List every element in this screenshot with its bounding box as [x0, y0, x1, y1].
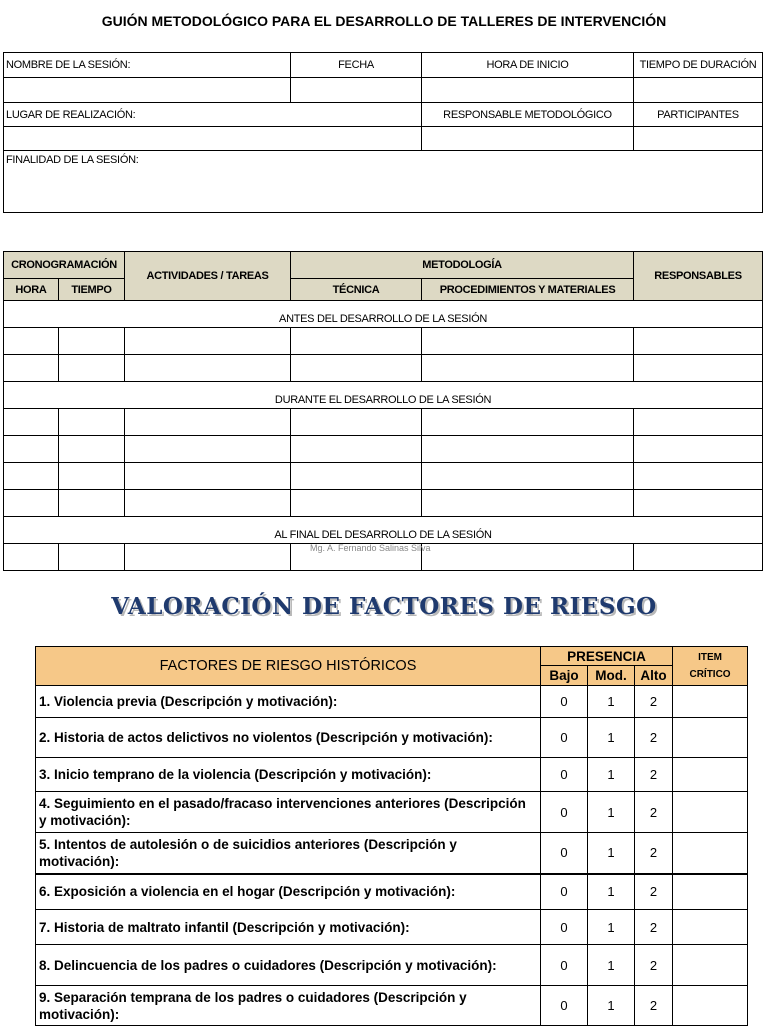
- cell[interactable]: [634, 544, 763, 571]
- risk-factor-label: 9. Separación temprana de los padres o cuidadores (Descripción y motivación):: [36, 986, 541, 1026]
- score-low[interactable]: 0: [541, 874, 588, 910]
- score-high[interactable]: 2: [635, 718, 673, 758]
- final-section-label: AL FINAL DEL DESARROLLO DE LA SESIÓN: [4, 517, 763, 544]
- cell[interactable]: [634, 328, 763, 355]
- cell[interactable]: [4, 463, 59, 490]
- cell[interactable]: [291, 490, 422, 517]
- cell[interactable]: [59, 490, 125, 517]
- cell[interactable]: [4, 355, 59, 382]
- score-moderate[interactable]: 1: [588, 686, 635, 718]
- duration-label: TIEMPO DE DURACIÓN: [634, 53, 763, 78]
- risk-factor-label: 1. Violencia previa (Descripción y motivación):: [36, 686, 541, 718]
- responsibles-header: RESPONSABLES: [634, 252, 763, 301]
- table-row: [36, 686, 748, 718]
- risk-factor-label: 8. Delincuencia de los padres o cuidadores (Descripción y motivación):: [36, 945, 541, 986]
- critical-item-header: [673, 647, 748, 686]
- presence-header: PRESENCIA: [541, 647, 673, 666]
- cell[interactable]: [4, 328, 59, 355]
- risk-factor-label: 2. Historia de actos delictivos no violentos (Descripción y motivación):: [36, 718, 541, 758]
- session-name-field[interactable]: [4, 78, 291, 103]
- location-label: LUGAR DE REALIZACIÓN:: [4, 103, 422, 127]
- cell[interactable]: [422, 463, 634, 490]
- score-low[interactable]: 0: [541, 945, 588, 986]
- document-title: GUIÓN METODOLÓGICO PARA EL DESARROLLO DE TALLERES DE INTERVENCIÓN: [101, 13, 667, 29]
- table-row: [4, 463, 763, 490]
- start-time-label: HORA DE INICIO: [422, 53, 634, 78]
- technique-header: TÉCNICA: [291, 279, 422, 301]
- cell[interactable]: [4, 409, 59, 436]
- cell[interactable]: [291, 463, 422, 490]
- date-field[interactable]: [291, 78, 422, 103]
- critical-item-cell[interactable]: [673, 792, 748, 833]
- score-moderate[interactable]: 1: [588, 874, 635, 910]
- critical-item-cell[interactable]: [673, 874, 748, 910]
- cell[interactable]: [4, 436, 59, 463]
- activities-header: ACTIVIDADES / TAREAS: [125, 252, 291, 301]
- participants-field[interactable]: [634, 127, 763, 151]
- critical-item-cell[interactable]: [673, 758, 748, 792]
- risk-factors-table: [35, 646, 748, 1026]
- signature-text: Mg. A. Fernando Salinas Silva: [310, 543, 431, 553]
- cell[interactable]: [125, 544, 291, 571]
- cell[interactable]: [634, 490, 763, 517]
- item-label: ITEM: [698, 652, 722, 663]
- cell[interactable]: [4, 490, 59, 517]
- methodology-lead-label: RESPONSABLE METODOLÓGICO: [422, 103, 634, 127]
- table-row: [4, 436, 763, 463]
- score-moderate[interactable]: 1: [588, 833, 635, 874]
- cell[interactable]: [291, 436, 422, 463]
- during-section-label: DURANTE EL DESARROLLO DE LA SESIÓN: [4, 382, 763, 409]
- cell[interactable]: [125, 436, 291, 463]
- score-low[interactable]: 0: [541, 910, 588, 945]
- critical-item-cell[interactable]: [673, 910, 748, 945]
- risk-factor-label: 6. Exposición a violencia en el hogar (Descripción y motivación):: [36, 874, 541, 910]
- score-high[interactable]: 2: [635, 874, 673, 910]
- score-high[interactable]: 2: [635, 945, 673, 986]
- table-row: [36, 792, 748, 833]
- moderate-header: Mod.: [588, 666, 635, 686]
- cell[interactable]: [59, 409, 125, 436]
- score-moderate[interactable]: 1: [588, 718, 635, 758]
- schedule-header: CRONOGRAMACIÓN: [4, 252, 125, 279]
- cell[interactable]: [634, 409, 763, 436]
- low-header: Bajo: [541, 666, 588, 686]
- table-row: [36, 718, 748, 758]
- cell[interactable]: [4, 544, 59, 571]
- cell[interactable]: [125, 355, 291, 382]
- cell[interactable]: [634, 463, 763, 490]
- cell[interactable]: [291, 409, 422, 436]
- high-header: Alto: [635, 666, 673, 686]
- cell[interactable]: [125, 490, 291, 517]
- methodology-lead-field[interactable]: [422, 127, 634, 151]
- critical-item-cell[interactable]: [673, 718, 748, 758]
- cell[interactable]: [291, 355, 422, 382]
- schedule-table: [3, 251, 763, 571]
- score-low[interactable]: 0: [541, 833, 588, 874]
- table-row: [4, 490, 763, 517]
- score-low[interactable]: 0: [541, 686, 588, 718]
- cell[interactable]: [422, 544, 634, 571]
- cell[interactable]: [422, 328, 634, 355]
- table-row: [4, 328, 763, 355]
- score-moderate[interactable]: 1: [588, 986, 635, 1026]
- cell[interactable]: [125, 463, 291, 490]
- critical-item-cell[interactable]: [673, 686, 748, 718]
- table-row: [36, 945, 748, 986]
- score-high[interactable]: 2: [635, 986, 673, 1026]
- score-high[interactable]: 2: [635, 792, 673, 833]
- cell[interactable]: [291, 328, 422, 355]
- before-section-label: ANTES DEL DESARROLLO DE LA SESIÓN: [4, 301, 763, 328]
- risk-factor-label: 4. Seguimiento en el pasado/fracaso intervenciones anteriores (Descripción y motivación):: [36, 792, 541, 833]
- cell[interactable]: [634, 355, 763, 382]
- risk-factor-label: 7. Historia de maltrato infantil (Descripción y motivación):: [36, 910, 541, 945]
- risk-section-title: VALORACIÓN DE FACTORES DE RIESGO: [111, 593, 657, 620]
- score-low[interactable]: 0: [541, 986, 588, 1026]
- factors-header: FACTORES DE RIESGO HISTÓRICOS: [36, 647, 541, 686]
- risk-factor-label: 3. Inicio temprano de la violencia (Descripción y motivación):: [36, 758, 541, 792]
- score-moderate[interactable]: 1: [588, 758, 635, 792]
- date-label: FECHA: [291, 53, 422, 78]
- hour-header: HORA: [4, 279, 59, 301]
- table-row: [4, 355, 763, 382]
- purpose-cell[interactable]: [4, 151, 763, 213]
- cell[interactable]: [634, 436, 763, 463]
- score-high[interactable]: 2: [635, 686, 673, 718]
- methodology-header: METODOLOGÍA: [291, 252, 634, 279]
- cell[interactable]: [422, 409, 634, 436]
- cell[interactable]: [125, 409, 291, 436]
- location-field[interactable]: [4, 127, 422, 151]
- table-row: [36, 758, 748, 792]
- participants-label: PARTICIPANTES: [634, 103, 763, 127]
- cell[interactable]: [59, 463, 125, 490]
- score-high[interactable]: 2: [635, 910, 673, 945]
- cell[interactable]: [59, 544, 125, 571]
- cell[interactable]: [422, 436, 634, 463]
- critical-item-cell[interactable]: [673, 986, 748, 1026]
- score-low[interactable]: 0: [541, 718, 588, 758]
- table-row: [36, 986, 748, 1026]
- procedures-header: PROCEDIMIENTOS Y MATERIALES: [422, 279, 634, 301]
- table-row: [36, 874, 748, 910]
- score-moderate[interactable]: 1: [588, 792, 635, 833]
- score-high[interactable]: 2: [635, 833, 673, 874]
- session-name-label: NOMBRE DE LA SESIÓN:: [4, 53, 291, 78]
- start-time-field[interactable]: [422, 78, 634, 103]
- table-row: [4, 409, 763, 436]
- table-row: [36, 910, 748, 945]
- score-moderate[interactable]: 1: [588, 945, 635, 986]
- score-low[interactable]: 0: [541, 792, 588, 833]
- risk-factor-label: 5. Intentos de autolesión o de suicidios anteriores (Descripción y motivación):: [36, 833, 541, 874]
- time-header: TIEMPO: [59, 279, 125, 301]
- score-low[interactable]: 0: [541, 758, 588, 792]
- purpose-label: FINALIDAD DE LA SESIÓN:: [6, 154, 139, 166]
- cell[interactable]: [59, 328, 125, 355]
- cell[interactable]: [125, 328, 291, 355]
- table-row: [36, 833, 748, 874]
- critical-item-cell[interactable]: [673, 833, 748, 874]
- duration-field[interactable]: [634, 78, 763, 103]
- cell[interactable]: [59, 436, 125, 463]
- session-info-table: [3, 52, 763, 213]
- score-high[interactable]: 2: [635, 758, 673, 792]
- critical-item-cell[interactable]: [673, 945, 748, 986]
- critico-label: CRÍTICO: [689, 669, 731, 680]
- score-moderate[interactable]: 1: [588, 910, 635, 945]
- cell[interactable]: [59, 355, 125, 382]
- cell[interactable]: [422, 490, 634, 517]
- cell[interactable]: [422, 355, 634, 382]
